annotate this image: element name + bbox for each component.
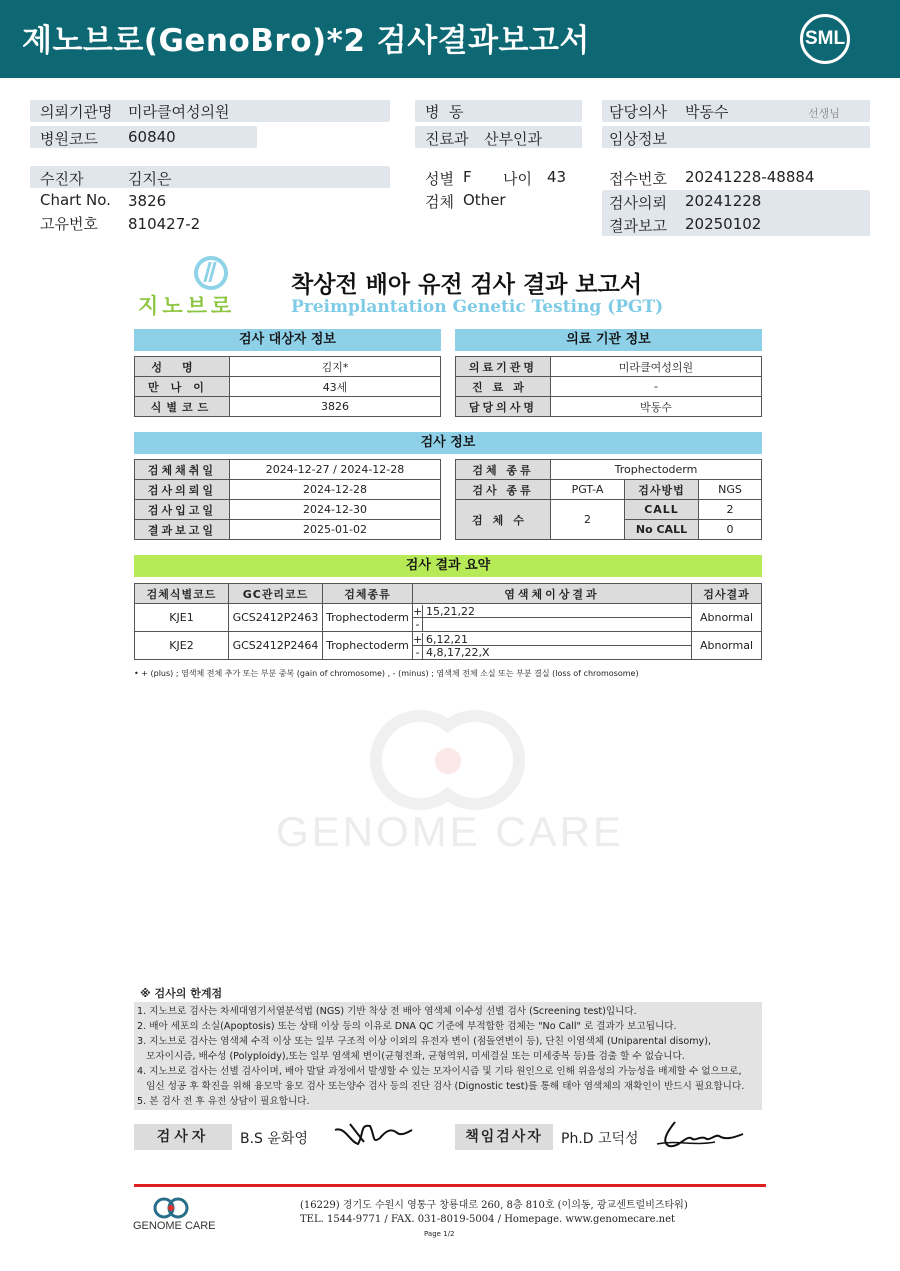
test-info-heading: 검사 정보 — [134, 432, 762, 454]
intake-label: 검사입고일 — [135, 500, 230, 520]
limitation-line: 5. 본 검사 전 후 유전 상담이 필요합니다. — [137, 1096, 310, 1107]
minus-sign: - — [413, 646, 423, 659]
loss-values — [423, 618, 426, 631]
hospital-code-value: 60840 — [128, 128, 176, 146]
institution-label: 의뢰기관명 — [40, 103, 113, 121]
institution-value: 미라클여성의원 — [128, 103, 230, 121]
request-label: 검사의뢰 — [609, 194, 667, 212]
method-value: NGS — [699, 480, 762, 500]
loss-line — [413, 646, 691, 659]
limitation-line: 모자이시즘, 배수성 (Polyploidy),또는 일부 염색체 변이(균형전좌, 균형역위, 미세결실 또는 미세중복 등)를 검출 할 수 없습니다. — [137, 1051, 685, 1062]
row-gc: GCS2412P2464 — [229, 632, 323, 660]
row-id: KJE1 — [135, 604, 229, 632]
loss-line — [413, 618, 691, 631]
table-row — [456, 460, 762, 480]
manager-signature — [655, 1116, 745, 1152]
specimen-label: 검체 — [425, 193, 454, 211]
table-row — [135, 357, 441, 377]
doctor-suffix: 선생님 — [808, 107, 840, 120]
table-row — [456, 500, 762, 520]
row-type: Trophectoderm — [323, 632, 413, 660]
patient-value: 김지은 — [128, 170, 172, 188]
col-id: 검체식별코드 — [135, 584, 229, 604]
watermark-dot — [435, 748, 461, 774]
tester-label: 검사자 — [134, 1124, 232, 1150]
manager-name: Ph.D 고덕성 — [561, 1131, 639, 1147]
page-number: Page 1/2 — [424, 1230, 455, 1238]
result-date-value: 2025-01-02 — [230, 520, 441, 540]
request-date-label: 검사의뢰일 — [135, 480, 230, 500]
table-row — [135, 500, 441, 520]
genobro-logo — [136, 256, 246, 316]
nocall-value: 0 — [699, 520, 762, 540]
footer-brand: GENOME CARE — [133, 1220, 216, 1232]
specimen-type-label: 검체 종류 — [456, 460, 551, 480]
row-id: KJE2 — [135, 632, 229, 660]
doctor-value: 박동수 — [685, 103, 729, 121]
doctor-label: 담당의사 — [609, 103, 667, 121]
limitation-line: 4. 지노브로 검사는 선별 검사이며, 배아 발달 과정에서 발생할 수 있는 모자이시즘 및 기타 원인으로 인해 위음성의 가능성을 배제할 수 없으므로, — [137, 1066, 742, 1077]
test-dates-table — [134, 459, 441, 540]
age-value: 43세 — [230, 377, 441, 397]
watermark-text: GENOME CARE — [275, 808, 625, 855]
receipt-label: 접수번호 — [609, 170, 667, 188]
age-value: 43 — [547, 168, 567, 186]
footer-contact: TEL. 1544-9771 / FAX. 031-8019-5004 / Homepage. www.genomecare.net — [300, 1214, 676, 1225]
table-row — [456, 480, 762, 500]
report-title: 착상전 배아 유전 검사 결과 보고서 — [291, 272, 643, 298]
institution-info-heading: 의료 기관 정보 — [455, 329, 762, 351]
gain-values: 6,12,21 — [426, 632, 468, 646]
row-type: Trophectoderm — [323, 604, 413, 632]
chart-value: 3826 — [128, 192, 167, 210]
clinical-label: 임상정보 — [609, 130, 667, 148]
plus-sign: + — [413, 604, 423, 618]
result-date-label: 결과보고일 — [135, 520, 230, 540]
subject-info-heading: 검사 대상자 정보 — [134, 329, 441, 351]
top-banner — [0, 0, 900, 78]
table-header-row — [135, 584, 762, 604]
age-label: 나이 — [503, 170, 532, 188]
summary-heading: 검사 결과 요약 — [134, 555, 762, 577]
ward-label: 병 동 — [425, 103, 464, 121]
table-row — [456, 377, 762, 397]
table-row — [135, 397, 441, 417]
age-label: 만나이 — [135, 377, 230, 397]
col-result: 검사결과 — [692, 584, 762, 604]
inst-dept-label: 진료과 — [456, 377, 551, 397]
gain-line — [413, 605, 691, 618]
call-value: 2 — [699, 500, 762, 520]
unique-no-value: 810427-2 — [128, 215, 201, 233]
col-gc: GC관리코드 — [229, 584, 323, 604]
tester-signature — [330, 1116, 415, 1150]
method-label: 검사방법 — [625, 480, 699, 500]
name-label: 성명 — [135, 357, 230, 377]
row-result: Abnormal — [692, 604, 762, 632]
limitations-title: ※ 검사의 한계점 — [140, 987, 223, 1000]
report-date-label: 결과보고 — [609, 217, 667, 235]
count-label: 검체수 — [456, 500, 551, 540]
row-result: Abnormal — [692, 632, 762, 660]
table-row — [135, 604, 762, 632]
gain-line — [413, 633, 691, 646]
specimen-value: Other — [463, 191, 506, 209]
limitation-line: 임신 성공 후 확진을 위해 융모막 융모 검사 또는양수 검사 등의 진단 검사 (Dignostic test)를 통해 태아 염색체의 재확인이 반드시 필요합니다. — [137, 1081, 745, 1092]
report-subtitle: Preimplantation Genetic Testing (PGT) — [291, 297, 664, 317]
document-title: 제노브로(GenoBro)*2 검사결과보고서 — [22, 23, 590, 59]
table-row — [135, 520, 441, 540]
sml-logo-icon: SML — [800, 14, 850, 64]
institution-info-table — [455, 356, 762, 417]
limitation-line: 1. 지노브로 검사는 차세대염기서열분석법 (NGS) 기반 착상 전 배아 염색체 이수성 선별 검사 (Screening test)입니다. — [137, 1006, 637, 1017]
row-chrom — [413, 632, 692, 660]
genobro-logo-text: 지노브로 — [138, 294, 236, 318]
test-type-value: PGT-A — [551, 480, 625, 500]
intake-value: 2024-12-30 — [230, 500, 441, 520]
hospital-code-label: 병원코드 — [40, 130, 98, 148]
summary-table — [134, 583, 762, 660]
genome-care-logo-icon — [152, 1196, 192, 1220]
dept-label: 진료과 — [425, 130, 469, 148]
inst-doctor-label: 담당의사명 — [456, 397, 551, 417]
table-row — [135, 377, 441, 397]
table-row — [135, 460, 441, 480]
gain-values: 15,21,22 — [426, 604, 475, 618]
summary-footnote: • + (plus) ; 염색체 전체 추가 또는 부분 중복 (gain of chromosome) , - (minus) ; 염색체 전체 소실 또는 부분 결실 (loss of chromosome) — [134, 669, 639, 678]
col-type: 검체종류 — [323, 584, 413, 604]
request-date-value: 2024-12-28 — [230, 480, 441, 500]
subject-info-table — [134, 356, 441, 417]
nocall-label: No CALL — [625, 520, 699, 540]
inst-dept-value: - — [551, 377, 762, 397]
header-row-bg — [30, 166, 390, 188]
call-label: CALL — [625, 500, 699, 520]
collect-value: 2024-12-27 / 2024-12-28 — [230, 460, 441, 480]
inst-doctor-value: 박동수 — [551, 397, 762, 417]
dept-value: 산부인과 — [484, 130, 542, 148]
id-code-label: 식별코드 — [135, 397, 230, 417]
inst-name-label: 의료기관명 — [456, 357, 551, 377]
table-row — [456, 397, 762, 417]
sex-value: F — [463, 168, 472, 186]
test-specs-table — [455, 459, 762, 540]
receipt-value: 20241228-48884 — [685, 168, 815, 186]
genome-care-watermark-icon — [370, 710, 530, 810]
id-code-value: 3826 — [230, 397, 441, 417]
table-row — [456, 357, 762, 377]
request-value: 20241228 — [685, 192, 762, 210]
unique-no-label: 고유번호 — [40, 215, 98, 233]
collect-label: 검체채취일 — [135, 460, 230, 480]
footer-address: (16229) 경기도 수원시 영통구 창룡대로 260, 8층 810호 (이의동, 광교센트럴비즈타워) — [300, 1200, 688, 1211]
manager-label: 책임검사자 — [455, 1124, 553, 1150]
name-value: 김지* — [230, 357, 441, 377]
row-gc: GCS2412P2463 — [229, 604, 323, 632]
limitation-line: 3. 지노브로 검사는 염색체 수적 이상 또는 일부 구조적 이상 이외의 유전자 변이 (점돌연변이 등), 단친 이염색체 (Uniparental disomy), — [137, 1036, 712, 1047]
footer-address-block — [300, 1199, 688, 1227]
inst-name-value: 미라클여성의원 — [551, 357, 762, 377]
specimen-type-value: Trophectoderm — [551, 460, 762, 480]
sex-label: 성별 — [425, 170, 454, 188]
chart-label: Chart No. — [40, 191, 111, 209]
table-row — [135, 480, 441, 500]
report-date-value: 20250102 — [685, 215, 762, 233]
footer-divider — [134, 1184, 766, 1187]
limitation-line: 2. 배아 세포의 소실(Apoptosis) 또는 상태 이상 등의 이유로 DNA QC 기준에 부적합한 검체는 "No Call" 로 결과가 보고됩니다. — [137, 1021, 677, 1032]
table-row — [135, 632, 762, 660]
count-value: 2 — [551, 500, 625, 540]
limitations-box — [134, 1002, 762, 1110]
row-chrom — [413, 604, 692, 632]
patient-label: 수진자 — [40, 170, 84, 188]
tester-name: B.S 윤화영 — [240, 1131, 308, 1147]
minus-sign: - — [413, 618, 423, 631]
plus-sign: + — [413, 632, 423, 646]
col-chrom: 염색체이상결과 — [413, 584, 692, 604]
loss-values: 4,8,17,22,X — [426, 645, 490, 659]
test-type-label: 검사 종류 — [456, 480, 551, 500]
